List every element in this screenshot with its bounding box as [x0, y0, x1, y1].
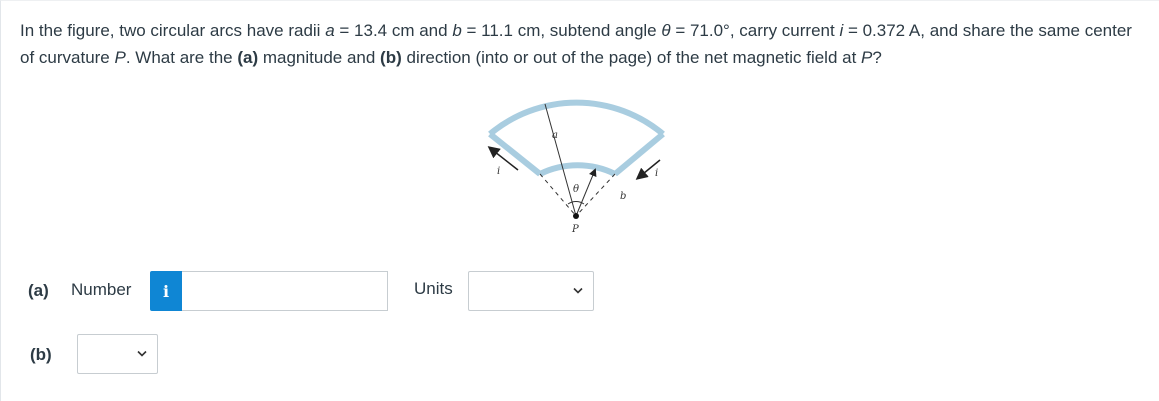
chevron-down-icon — [573, 288, 583, 295]
part-b-label: (b) — [30, 345, 52, 364]
chevron-down-icon — [137, 351, 147, 358]
label-i-right: i — [655, 168, 659, 179]
inner-arc — [540, 165, 615, 174]
radius-a-line — [545, 104, 576, 216]
direction-select[interactable] — [77, 334, 158, 374]
units-label: Units — [414, 279, 453, 298]
label-theta: θ — [573, 184, 580, 195]
units-select[interactable] — [468, 271, 594, 311]
label-p: P — [572, 224, 579, 235]
outer-arc — [490, 103, 663, 134]
point-p — [573, 213, 579, 219]
info-icon: i — [162, 281, 170, 301]
label-a: a — [552, 130, 558, 141]
info-button[interactable] — [150, 271, 182, 311]
question-text: In the figure, two circular arcs have radii a = 13.4 cm and b = 11.1 cm, subtend angle θ = 71.0°, carry current i = 0.372 A, and share the same center of curvature P. What are the (a) magnitude and (b) direction (into or out of the page) of the net magnetic field at P? — [20, 21, 1132, 67]
label-b: b — [620, 191, 627, 202]
part-a-label: (a) — [28, 281, 49, 300]
label-i-left: i — [497, 166, 501, 177]
number-input[interactable] — [182, 271, 388, 311]
arc-figure — [470, 92, 680, 242]
number-label: Number — [71, 280, 132, 299]
